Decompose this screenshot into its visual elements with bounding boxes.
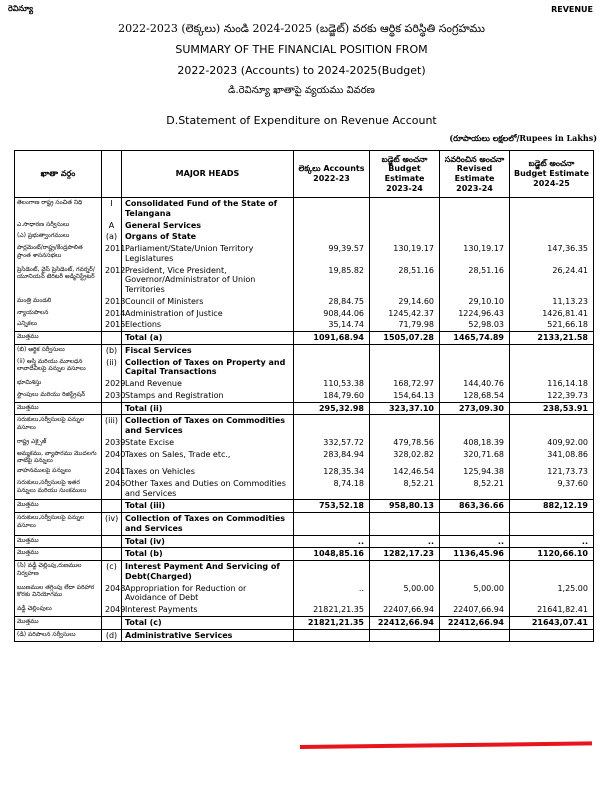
row-revised-2023-24 (440, 513, 510, 536)
row-budget-2023-24 (370, 220, 440, 232)
row-major-head: Fiscal Services (122, 344, 294, 356)
row-code: 2015 (102, 319, 122, 331)
row-budget-2024-25: 1120,66.10 (510, 548, 594, 561)
row-budget-2024-25: 341,08.86 (510, 449, 594, 467)
row-budget-2023-24: 168,72.97 (370, 378, 440, 390)
table-row (15, 437, 594, 449)
row-revised-2023-24: 408,18.39 (440, 437, 510, 449)
revenue-label: REVENUE (551, 5, 593, 14)
row-code: (ii) (102, 357, 122, 379)
row-telugu-label: సరుకులు,సర్వీసులపై ఇతర పన్నులు మరియు సుంకములు (15, 478, 102, 500)
table-row (15, 220, 594, 232)
table-row (15, 198, 594, 220)
row-code (102, 548, 122, 561)
row-budget-2023-24: 1505,07.28 (370, 332, 440, 345)
row-telugu-label: వాహనములపై పన్నులు (15, 466, 102, 478)
row-major-head: Administrative Services (122, 629, 294, 642)
row-budget-2024-25: 21643,07.41 (510, 616, 594, 629)
row-major-head: Administration of Justice (122, 308, 294, 320)
row-telugu-label: (డి) పరిపాలన సర్వీసులు (15, 629, 102, 642)
row-telugu-label: భూమిశిస్తు (15, 378, 102, 390)
row-budget-2024-25 (510, 561, 594, 583)
title-line-1: SUMMARY OF THE FINANCIAL POSITION FROM (175, 43, 428, 56)
row-telugu-label: (సి) వడ్డీ చెల్లింపు,రుణముల నిర్వహణ (15, 561, 102, 583)
table-row (15, 583, 594, 605)
total-row (15, 535, 594, 548)
row-telugu-label: ఎన్నికలు (15, 319, 102, 331)
row-revised-2023-24: .. (440, 535, 510, 548)
row-accounts-2022-23: 8,74.18 (294, 478, 370, 500)
row-accounts-2022-23: .. (294, 535, 370, 548)
row-budget-2024-25 (510, 220, 594, 232)
row-budget-2023-24 (370, 561, 440, 583)
table-row (15, 449, 594, 467)
row-accounts-2022-23: 35,14.74 (294, 319, 370, 331)
row-revised-2023-24 (440, 220, 510, 232)
row-revised-2023-24: 320,71.68 (440, 449, 510, 467)
row-budget-2024-25 (510, 629, 594, 642)
row-revised-2023-24: 273,09.30 (440, 402, 510, 415)
row-revised-2023-24: 5,00.00 (440, 583, 510, 605)
row-code: 2045 (102, 478, 122, 500)
row-code: (a) (102, 231, 122, 243)
row-code (102, 535, 122, 548)
row-revised-2023-24: 29,10.10 (440, 296, 510, 308)
header-budget-2024-25: బడ్జెట్ అంచనా Budget Estimate 2024-25 (510, 151, 594, 198)
title-telugu: 2022-2023 (లెక్కలు) నుండి 2024-2025 (బడ్జెట్) వరకు ఆర్థిక పరిస్థితి సంగ్రహము (118, 22, 485, 35)
row-code: 2029 (102, 378, 122, 390)
row-revised-2023-24 (440, 357, 510, 379)
row-budget-2024-25: 9,37.60 (510, 478, 594, 500)
row-accounts-2022-23 (294, 231, 370, 243)
row-code: (b) (102, 344, 122, 356)
row-revised-2023-24: 128,68.54 (440, 390, 510, 402)
row-budget-2023-24: 22412,66.94 (370, 616, 440, 629)
row-code: 2030 (102, 390, 122, 402)
row-budget-2024-25: 121,73.73 (510, 466, 594, 478)
row-telugu-label: ప్రెసిడెంట్, వైస్ ప్రెసిడెంట్, గవర్నర్/యూనియన్ టెరిటరీ అడ్మినిస్ట్రేటర్ (15, 265, 102, 296)
row-major-head: Other Taxes and Duties on Commodities and Services (122, 478, 294, 500)
row-budget-2023-24 (370, 357, 440, 379)
row-accounts-2022-23 (294, 357, 370, 379)
row-budget-2024-25: 147,36.35 (510, 243, 594, 265)
row-accounts-2022-23 (294, 561, 370, 583)
row-telugu-label: న్యాయపాలన (15, 308, 102, 320)
row-accounts-2022-23: .. (294, 583, 370, 605)
row-budget-2023-24 (370, 344, 440, 356)
table-header-row (15, 151, 594, 198)
table-row (15, 378, 594, 390)
row-major-head: Parliament/State/Union Territory Legislatures (122, 243, 294, 265)
row-budget-2023-24 (370, 629, 440, 642)
row-telugu-label: పార్లమెంట్/రాష్ట్ర/కేంద్రపాలిత ప్రాంత శాసనసభలు (15, 243, 102, 265)
header-revised-2023-24: సవరించిన అంచనా Revised Estimate 2023-24 (440, 151, 510, 198)
subtitle-telugu: డి.రెవిన్యూ ఖాతాపై వ్యయము వివరణ (228, 85, 375, 96)
row-major-head: Collection of Taxes on Commodities and Services (122, 513, 294, 536)
title-line-2: 2022-2023 (Accounts) to 2024-2025(Budget) (177, 64, 426, 77)
row-major-head: Total (iv) (122, 535, 294, 548)
table-row (15, 513, 594, 536)
row-code: (d) (102, 629, 122, 642)
total-row (15, 616, 594, 629)
row-telugu-label: మొత్తము (15, 500, 102, 513)
total-row (15, 402, 594, 415)
row-telugu-label: మొత్తము (15, 548, 102, 561)
row-accounts-2022-23: 753,52.18 (294, 500, 370, 513)
row-code: (iii) (102, 415, 122, 437)
row-budget-2024-25 (510, 231, 594, 243)
table-row (15, 357, 594, 379)
row-revised-2023-24 (440, 629, 510, 642)
row-major-head: Appropriation for Reduction or Avoidance of Debt (122, 583, 294, 605)
row-budget-2023-24: 323,37.10 (370, 402, 440, 415)
expenditure-table (14, 150, 594, 642)
table-row (15, 604, 594, 616)
table-row (15, 308, 594, 320)
units-note: (రూపాయలు లక్షలలో/Rupees in Lakhs) (449, 133, 597, 143)
row-budget-2024-25: 882,12.19 (510, 500, 594, 513)
row-budget-2023-24: 1245,42.37 (370, 308, 440, 320)
table-row (15, 296, 594, 308)
row-major-head: Total (iii) (122, 500, 294, 513)
row-budget-2023-24: 1282,17.23 (370, 548, 440, 561)
table-row (15, 231, 594, 243)
row-revised-2023-24: 130,19.17 (440, 243, 510, 265)
row-accounts-2022-23 (294, 629, 370, 642)
row-code: 2012 (102, 265, 122, 296)
row-accounts-2022-23 (294, 513, 370, 536)
row-telugu-label: రాష్ట్ర ఎక్సైజ్ (15, 437, 102, 449)
row-budget-2024-25 (510, 344, 594, 356)
row-accounts-2022-23: 28,84.75 (294, 296, 370, 308)
row-code: 2013 (102, 296, 122, 308)
row-accounts-2022-23: 19,85.82 (294, 265, 370, 296)
row-revised-2023-24: 52,98.03 (440, 319, 510, 331)
table-row (15, 390, 594, 402)
table-row (15, 319, 594, 331)
row-budget-2024-25: 116,14.18 (510, 378, 594, 390)
row-revised-2023-24 (440, 231, 510, 243)
row-telugu-label: వడ్డీ చెల్లింపులు (15, 604, 102, 616)
row-budget-2024-25: 1426,81.41 (510, 308, 594, 320)
row-budget-2024-25: 21641,82.41 (510, 604, 594, 616)
row-accounts-2022-23 (294, 220, 370, 232)
row-telugu-label: మొత్తము (15, 332, 102, 345)
row-budget-2023-24 (370, 415, 440, 437)
row-revised-2023-24: 1465,74.89 (440, 332, 510, 345)
row-accounts-2022-23: 283,84.94 (294, 449, 370, 467)
row-revised-2023-24 (440, 415, 510, 437)
row-budget-2024-25 (510, 357, 594, 379)
total-row (15, 500, 594, 513)
row-telugu-label: మంత్రి మండలి (15, 296, 102, 308)
row-major-head: Taxes on Vehicles (122, 466, 294, 478)
row-telugu-label: మొత్తము (15, 535, 102, 548)
row-telugu-label: సరుకులు,సర్వీసులపై పన్నుల వసూలు (15, 415, 102, 437)
row-revised-2023-24: 1224,96.43 (440, 308, 510, 320)
row-budget-2023-24 (370, 231, 440, 243)
row-budget-2023-24: 142,46.54 (370, 466, 440, 478)
row-code: (c) (102, 561, 122, 583)
row-telugu-label: తెలంగాణ రాష్ట్ర సంచిత నిధి (15, 198, 102, 220)
table-row (15, 344, 594, 356)
row-revised-2023-24: 8,52.21 (440, 478, 510, 500)
row-code: 2040 (102, 449, 122, 467)
table-row (15, 629, 594, 642)
row-major-head: Taxes on Sales, Trade etc., (122, 449, 294, 467)
row-budget-2023-24: 5,00.00 (370, 583, 440, 605)
row-major-head: Total (ii) (122, 402, 294, 415)
row-telugu-label: (బి) ఆర్థిక సర్వీసులు (15, 344, 102, 356)
row-budget-2024-25 (510, 513, 594, 536)
row-major-head: Total (b) (122, 548, 294, 561)
row-budget-2023-24: 22407,66.94 (370, 604, 440, 616)
row-code: 2049 (102, 604, 122, 616)
row-revised-2023-24: 863,36.66 (440, 500, 510, 513)
row-budget-2023-24 (370, 513, 440, 536)
row-budget-2023-24: 130,19.17 (370, 243, 440, 265)
row-code (102, 332, 122, 345)
row-budget-2023-24: 328,02.82 (370, 449, 440, 467)
row-major-head: President, Vice President, Governor/Administrator of Union Territories (122, 265, 294, 296)
row-budget-2023-24 (370, 198, 440, 220)
row-major-head: Stamps and Registration (122, 390, 294, 402)
table-row (15, 265, 594, 296)
row-revised-2023-24: 28,51.16 (440, 265, 510, 296)
row-major-head: Consolidated Fund of the State of Telangana (122, 198, 294, 220)
table-row (15, 243, 594, 265)
row-accounts-2022-23: 110,53.38 (294, 378, 370, 390)
row-major-head: Elections (122, 319, 294, 331)
row-major-head: General Services (122, 220, 294, 232)
row-code: 2014 (102, 308, 122, 320)
total-row (15, 332, 594, 345)
row-budget-2023-24: 958,80.13 (370, 500, 440, 513)
row-accounts-2022-23: 295,32.98 (294, 402, 370, 415)
row-code: 2011 (102, 243, 122, 265)
row-telugu-label: మొత్తము (15, 616, 102, 629)
row-accounts-2022-23 (294, 415, 370, 437)
row-telugu-label: ఎ.సాధారణ సర్వీసులు (15, 220, 102, 232)
row-major-head: Interest Payments (122, 604, 294, 616)
row-code: (iv) (102, 513, 122, 536)
row-accounts-2022-23: 1048,85.16 (294, 548, 370, 561)
row-telugu-label: మొత్తము (15, 402, 102, 415)
row-code (102, 402, 122, 415)
row-accounts-2022-23: 128,35.34 (294, 466, 370, 478)
row-telugu-label: అమ్మకము, వ్యాపారము మొదలగు వాటిపై పన్నులు (15, 449, 102, 467)
row-revised-2023-24: 1136,45.96 (440, 548, 510, 561)
row-budget-2023-24: 28,51.16 (370, 265, 440, 296)
row-accounts-2022-23: 908,44.06 (294, 308, 370, 320)
row-budget-2024-25: 11,13.23 (510, 296, 594, 308)
row-major-head: Organs of State (122, 231, 294, 243)
row-budget-2024-25 (510, 198, 594, 220)
row-revised-2023-24 (440, 561, 510, 583)
row-code: I (102, 198, 122, 220)
red-highlight-line (300, 741, 592, 749)
row-major-head: Collection of Taxes on Commodities and Services (122, 415, 294, 437)
row-budget-2024-25: 122,39.73 (510, 390, 594, 402)
table-row (15, 466, 594, 478)
row-revised-2023-24 (440, 344, 510, 356)
row-accounts-2022-23: 332,57.72 (294, 437, 370, 449)
row-telugu-label: సరుకులు,సర్వీసులపై పన్నుల వసూలు (15, 513, 102, 536)
row-code (102, 616, 122, 629)
row-budget-2023-24: .. (370, 535, 440, 548)
table-row (15, 478, 594, 500)
row-budget-2024-25 (510, 415, 594, 437)
row-major-head: Collection of Taxes on Property and Capital Transactions (122, 357, 294, 379)
row-major-head: State Excise (122, 437, 294, 449)
row-budget-2023-24: 8,52.21 (370, 478, 440, 500)
row-major-head: Interest Payment And Servicing of Debt(Charged) (122, 561, 294, 583)
header-accounts-2022-23: లెక్కలు Accounts 2022-23 (294, 151, 370, 198)
row-accounts-2022-23: 184,79.60 (294, 390, 370, 402)
row-accounts-2022-23 (294, 198, 370, 220)
row-code: A (102, 220, 122, 232)
row-major-head: Total (c) (122, 616, 294, 629)
row-budget-2024-25: 409,92.00 (510, 437, 594, 449)
header-telugu: ఖాతా వర్గం (15, 151, 102, 198)
row-revised-2023-24: 125,94.38 (440, 466, 510, 478)
row-telugu-label: స్టాంపులు మరియు రిజిస్ట్రేషన్ (15, 390, 102, 402)
row-telugu-label: (ii) ఆస్తి మరియు మూలధన లావాదేవీలపై పన్నుల వసూలు (15, 357, 102, 379)
row-budget-2023-24: 479,78.56 (370, 437, 440, 449)
row-budget-2024-25: 2133,21.58 (510, 332, 594, 345)
row-accounts-2022-23 (294, 344, 370, 356)
row-code (102, 500, 122, 513)
row-budget-2024-25: 1,25.00 (510, 583, 594, 605)
row-budget-2024-25: .. (510, 535, 594, 548)
row-major-head: Total (a) (122, 332, 294, 345)
statement-title: D.Statement of Expenditure on Revenue Account (166, 114, 437, 127)
row-code: 2048 (102, 583, 122, 605)
row-revised-2023-24: 22412,66.94 (440, 616, 510, 629)
row-telugu-label: ఋణముల తగ్గింపు లేదా పరిహార కొరకు వినియోగము (15, 583, 102, 605)
row-accounts-2022-23: 99,39.57 (294, 243, 370, 265)
row-accounts-2022-23: 21821,21.35 (294, 604, 370, 616)
row-budget-2023-24: 29,14.60 (370, 296, 440, 308)
row-code: 2041 (102, 466, 122, 478)
row-major-head: Council of Ministers (122, 296, 294, 308)
header-code (102, 151, 122, 198)
row-code: 2039 (102, 437, 122, 449)
total-row (15, 548, 594, 561)
row-budget-2024-25: 238,53.91 (510, 402, 594, 415)
row-major-head: Land Revenue (122, 378, 294, 390)
row-budget-2023-24: 71,79.98 (370, 319, 440, 331)
row-revised-2023-24: 144,40.76 (440, 378, 510, 390)
header-major-heads: MAJOR HEADS (122, 151, 294, 198)
row-revised-2023-24: 22407,66.94 (440, 604, 510, 616)
row-telugu-label: (ఎ) ప్రభుత్వాంగములు (15, 231, 102, 243)
row-budget-2023-24: 154,64.13 (370, 390, 440, 402)
row-budget-2024-25: 521,66.18 (510, 319, 594, 331)
table-row (15, 561, 594, 583)
row-accounts-2022-23: 21821,21.35 (294, 616, 370, 629)
header-budget-2023-24: బడ్జెట్ అంచనా Budget Estimate 2023-24 (370, 151, 440, 198)
row-revised-2023-24 (440, 198, 510, 220)
row-budget-2024-25: 26,24.41 (510, 265, 594, 296)
row-accounts-2022-23: 1091,68.94 (294, 332, 370, 345)
table-row (15, 415, 594, 437)
page-telugu-label: రెవిన్యూ (8, 4, 34, 13)
